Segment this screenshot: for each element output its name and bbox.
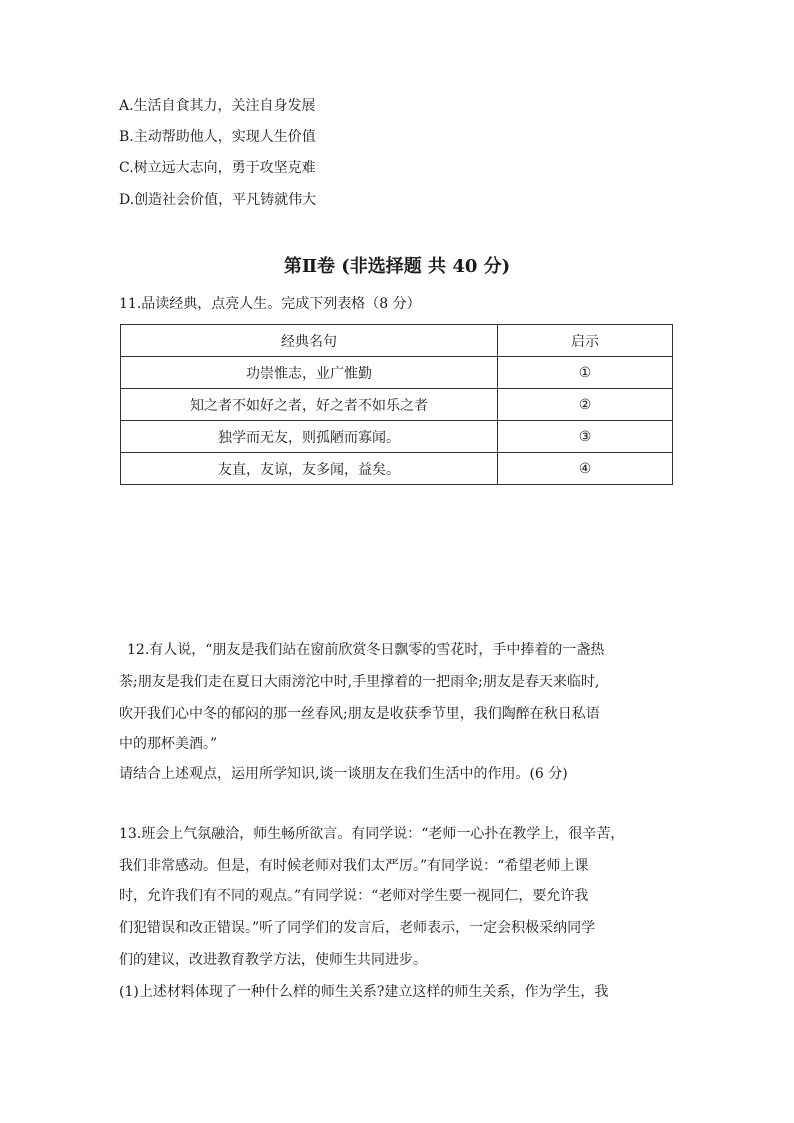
q13-line: 我们非常感动。但是，有时候老师对我们太严厉。”有同学说：“希望老师上课 — [119, 858, 589, 874]
table-row — [121, 453, 673, 485]
q13-line: 们的建议，改进教育教学方法，使师生共同进步。 — [119, 952, 427, 968]
hint-cell: ④ — [497, 453, 672, 485]
section-title: 第Ⅱ卷 (非选择题 共 40 分) — [283, 256, 511, 277]
q13-line: 时，允许我们有不同的观点。”有同学说：“老师对学生要一视同仁，要允许我 — [119, 888, 589, 904]
option-c: C.树立远大志向，勇于攻坚克难 — [119, 160, 316, 176]
quote-cell: 功崇惟志，业广惟勤 — [121, 357, 498, 389]
q12-line: 茶;朋友是我们走在夏日大雨滂沱中时,手里撑着的一把雨伞;朋友是春天来临时, — [119, 674, 600, 690]
q12-line: 中的那杯美酒。” — [119, 736, 218, 752]
hint-cell: ① — [497, 357, 672, 389]
quote-cell: 友直，友谅，友多闻，益矣。 — [121, 453, 498, 485]
q13-line: 13.班会上气氛融洽，师生畅所欲言。有同学说：“老师一心扑在教学上，很辛苦， — [119, 826, 625, 842]
q12-line: 12.有人说，“朋友是我们站在窗前欣赏冬日飘零的雪花时，手中捧着的一盏热 — [127, 642, 605, 658]
hint-cell: ② — [497, 389, 672, 421]
q12-line: 吹开我们心中冬的郁闷的那一丝春风;朋友是收获季节里，我们陶醉在秋日私语 — [119, 706, 600, 722]
header-hint: 启示 — [497, 325, 672, 357]
table-row — [121, 389, 673, 421]
option-d: D.创造社会价值，平凡铸就伟大 — [119, 192, 317, 208]
q13-subquestion: (1)上述材料体现了一种什么样的师生关系?建立这样的师生关系，作为学生，我 — [119, 984, 609, 1000]
option-b: B.主动帮助他人，实现人生价值 — [119, 129, 316, 145]
header-quote: 经典名句 — [121, 325, 498, 357]
q11-prompt: 11.品读经典，点亮人生。完成下列表格（8 分） — [119, 296, 421, 312]
table-row — [121, 357, 673, 389]
table-header-row — [121, 325, 673, 357]
hint-cell: ③ — [497, 421, 672, 453]
option-a: A.生活自食其力，关注自身发展 — [119, 98, 316, 114]
quote-cell: 独学而无友，则孤陋而寡闻。 — [121, 421, 498, 453]
quote-cell: 知之者不如好之者，好之者不如乐之者 — [121, 389, 498, 421]
q13-line: 们犯错误和改正错误。”听了同学们的发言后，老师表示，一定会积极采纳同学 — [119, 920, 596, 936]
table-row — [121, 421, 673, 453]
classics-table — [120, 324, 673, 485]
q12-task: 请结合上述观点，运用所学知识,谈一谈朋友在我们生活中的作用。(6 分) — [119, 766, 568, 782]
